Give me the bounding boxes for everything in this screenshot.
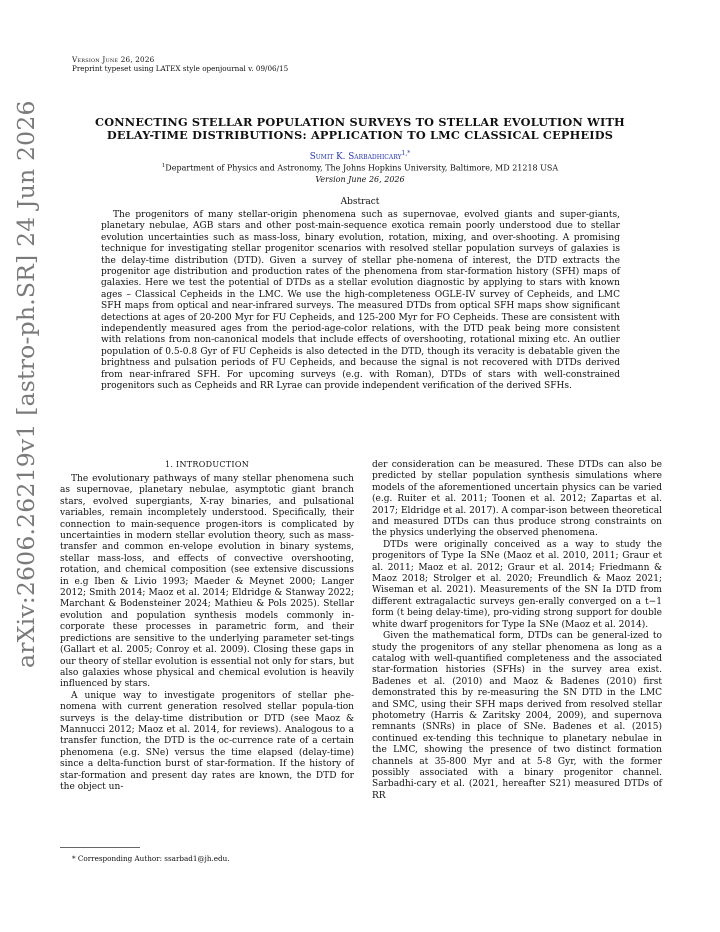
column-right bbox=[372, 460, 662, 802]
intro-paragraph-4: DTDs were originally conceived as a way to study the progenitors of Type Ia SNe (Maoz et al. 2010, 2011; Graur et al. 2011; Maoz et al. 2012; Graur et al. 2014; Friedmann & Maoz 2018; Strolger et al. 2020; Freundlich & Maoz 2021; Wiseman et al. 2021). Measurements of the SN Ia DTD from different extragalactic surveys gen-erally converged on a t−1 form (t being delay-time), pro-viding strong support for double white dwarf progenitors for Type Ia SNe (Maoz et al. 2014). bbox=[372, 539, 662, 630]
abstract-text: The progenitors of many stellar-origin phenomena such as supernovae, evolved giants and super-giants, planetary nebulae, AGB stars and other post-main-sequence exotica remain poorly understood due to stellar evolution uncertainties such as mass-loss, binary evolution, rotation, mixing, and over-shooting. A promising technique for investigating stellar progenitor scenarios with resolved stellar population surveys of galaxies is the delay-time distribution (DTD). Given a survey of stellar phe-nomena of interest, the DTD extracts the progenitor age distribution and production rates of the phenomena from star-formation history (SFH) maps of galaxies. Here we test the potential of DTDs as a stellar evolution diagnostic by applying to stars with known ages – Classical Cepheids in the LMC. We use the high-completeness OGLE-IV survey of Cepheids, and LMC SFH maps from optical and near-infrared surveys. The measured DTDs from optical SFH maps show significant detections at ages of 20-200 Myr for FU Cepheids, and 125-200 Myr for FO Cepheids. These are consistent with independently measured ages from the period-age-color relations, with the DTD peak being more consistent with relations from non-canonical models that include effects of overshooting, rotational mixing etc. An outlier population of 0.5-0.8 Gyr of FU Cepheids is also detected in the DTD, though its veracity is debatable given the brightness and pulsation periods of FU Cepheids, and because the signal is not recovered with DTDs derived from near-infrared SFH. For upcoming surveys (e.g. with Roman), DTDs of stars with well-constrained progenitors such as Cepheids and RR Lyrae can provide independent verification of the derived SFHs. bbox=[101, 210, 620, 392]
affiliation-text: Department of Physics and Astronomy, The Johns Hopkins University, Baltimore, MD 21218 USA bbox=[165, 163, 559, 173]
arxiv-stamp: arXiv:2606.26219v1 [astro-ph.SR] 24 Jun 2026 bbox=[12, 100, 40, 668]
affiliation bbox=[0, 163, 720, 173]
footnote-rule bbox=[60, 847, 140, 848]
intro-paragraph-2: A unique way to investigate progenitors of stellar phe-nomena with current generation resolved stellar popula-tion surveys is the delay-time distribution or DTD (see Maoz & Mannucci 2012; Maoz et al. 2014, for reviews). Analogous to a transfer function, the DTD is the oc-currence rate of a certain phenomena (e.g. SNe) versus the time elapsed (delay-time) since a delta-function burst of star-formation. If the history of star-formation and present day rates are known, the DTD for the object un- bbox=[60, 690, 354, 792]
preprint-line: Preprint typeset using LATEX style openjournal v. 09/06/15 bbox=[72, 64, 289, 73]
intro-paragraph-3: der consideration can be measured. These DTDs can also be predicted by stellar population synthesis simulations where models of the aforementioned uncertain physics can be varied (e.g. Ruiter et al. 2011; Toonen et al. 2012; Zapartas et al. 2017; Eldridge et al. 2017). A compar-ison between theoretical and measured DTDs can thus produce strong constraints on the physics underlying the observed phenomena. bbox=[372, 460, 662, 539]
footnote: * Corresponding Author: ssarbad1@jh.edu. bbox=[72, 854, 230, 863]
affiliation-mark: 1 bbox=[161, 163, 166, 169]
author-line bbox=[0, 150, 720, 162]
version-line: Version June 26, 2026 bbox=[72, 55, 155, 64]
intro-paragraph-1: The evolutionary pathways of many stellar phenomena such as supernovae, planetary nebulae, asymptotic giant branch stars, evolved supergiants, X-ray binaries, and pulsational variables, remain incompletely understood. Specifically, their connection to main-sequence progen-itors is complicated by uncertainties in modern stellar evolution theory, such as mass-transfer and common en-velope evolution in binary systems, stellar mass-loss, and effects of convective overshooting, rotation, and chemical composition (see extensive discussions in e.g Iben & Livio 1993; Maeder & Meynet 2000; Langer 2012; Smith 2014; Maoz et al. 2014; Eldridge & Stanway 2022; Marchant & Bodensteiner 2024; Mathieu & Pols 2025). Stellar evolution and population synthesis models commonly in-corporate these processes in parametric form, and their predictions are sensitive to the underlying parameter set-tings (Gallart et al. 2005; Conroy et al. 2009). Closing these gaps in our theory of stellar evolution is essential not only for stars, but also galaxies whose physical and chemical evolution is heavily influenced by stars. bbox=[60, 474, 354, 690]
column-left bbox=[60, 474, 354, 793]
intro-paragraph-5: Given the mathematical form, DTDs can be general-ized to study the progenitors of any stellar phenomena as long as a catalog with well-quantified completeness and the associated star-formation histories (SFHs) in the survey area exist. Badenes et al. (2010) and Maoz & Badenes (2010) first demonstrated this by re-measuring the SN DTD in the LMC and SMC, using their SFH maps derived from resolved stellar photometry (Harris & Zaritsky 2004, 2009), and supernova remnants (SNRs) in place of SNe. Badenes et al. (2015) continued ex-tending this technique to planetary nebulae in the LMC, showing the presence of two distinct formation channels at 35-800 Myr and at 5-8 Gyr, with the former possibly associated with a binary progenitor channel. Sarbadhi-cary et al. (2021, hereafter S21) measured DTDs of RR bbox=[372, 631, 662, 801]
section-heading: 1. INTRODUCTION bbox=[164, 460, 250, 469]
version-date: Version June 26, 2026 bbox=[315, 175, 405, 184]
paper-title: CONNECTING STELLAR POPULATION SURVEYS TO STELLAR EVOLUTION WITH DELAY-TIME DISTRIBUTIONS: APPLICATION TO LMC CLASSICAL CEPHEIDS bbox=[95, 115, 625, 142]
author-marks: 1,* bbox=[401, 150, 411, 157]
abstract-heading: Abstract bbox=[340, 197, 380, 207]
preprint-header bbox=[72, 55, 288, 73]
author-name[interactable]: Sumit K. Sarbadhicary bbox=[309, 151, 402, 162]
